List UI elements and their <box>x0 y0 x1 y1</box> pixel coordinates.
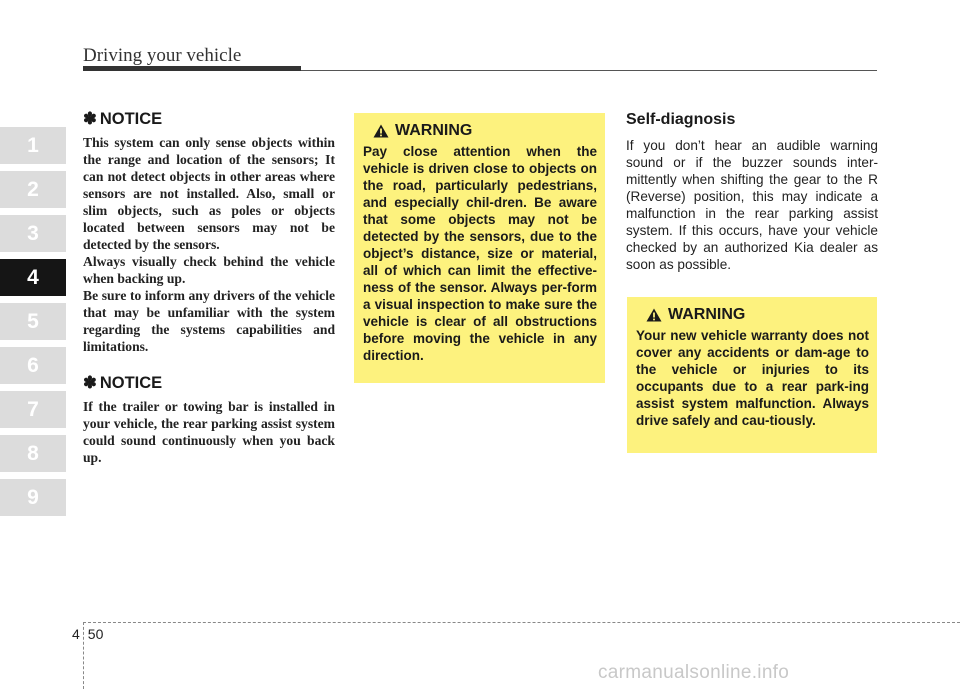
notice-heading-label: NOTICE <box>99 374 163 392</box>
section-title: Self-diagnosis <box>626 111 736 128</box>
notice-body <box>83 134 335 355</box>
warning-triangle-icon <box>646 308 662 322</box>
page-number-value: 50 <box>87 626 104 642</box>
notice-paragraph: Be sure to inform any drivers of the vehicle that may be unfamiliar with the system regarding the systems capabilities and limitations. <box>83 288 335 354</box>
notice-heading <box>83 109 335 129</box>
notice-paragraph: This system can only sense objects within the range and location of the sensors; It can not detect objects in other areas where sensors are not installed. Also, small or slim objects, such as poles or objects located between sensors may not be detected by the sensors. <box>83 135 335 252</box>
notice-star-icon: ✽ <box>83 374 97 392</box>
chapter-tab-4[interactable]: 4 <box>0 259 66 296</box>
notice-column <box>83 109 335 466</box>
warning-box-1 <box>354 113 605 383</box>
header-rule <box>301 70 877 71</box>
chapter-tab-7[interactable]: 7 <box>0 391 66 428</box>
notice-paragraph: If the trailer or towing bar is installed in your vehicle, the rear parking assist system could sound continuously when you back up. <box>83 399 335 465</box>
chapter-tab-9[interactable]: 9 <box>0 479 66 516</box>
chapter-tab-8[interactable]: 8 <box>0 435 66 472</box>
chapter-tab-3[interactable]: 3 <box>0 215 66 252</box>
page-number <box>72 626 103 642</box>
chapter-tab-1[interactable]: 1 <box>0 127 66 164</box>
warning-heading <box>636 306 869 324</box>
watermark: carmanualsonline.info <box>598 662 790 683</box>
chapter-number: 4 <box>72 626 80 642</box>
section-body: If you don’t hear an audible warning sound or if the buzzer sounds inter-mittently when shifting the gear to the R (Reverse) position, this may indicate a malfunction in the rear parking assist system. If this occurs, have your vehicle checked by an authorized Kia dealer as soon as possible. <box>626 138 878 272</box>
warning-text: Pay close attention when the vehicle is driven close to objects on the road, particularly pedestrians, and especially chil-dren. Be aware that some objects may not be detected by the sensors, due to the object’s distance, size or material, all of which can limit the effective-ness of the sensor. Always per-form a visual inspection to make sure the vehicle is clear of all obstructions before moving the vehicle in any direction. <box>363 144 597 363</box>
warning-box-2 <box>627 297 877 453</box>
notice-heading-label: NOTICE <box>99 110 163 128</box>
notice-star-icon: ✽ <box>83 110 97 128</box>
warning-heading <box>363 122 597 140</box>
header-bar <box>83 66 301 71</box>
warning-heading-label: WARNING <box>668 306 746 323</box>
header-title: Driving your vehicle <box>83 45 242 66</box>
warning-triangle-icon <box>373 124 389 138</box>
notice-paragraph: Always visually check behind the vehicle when backing up. <box>83 254 335 286</box>
self-diagnosis-section <box>626 111 878 273</box>
warning-heading-label: WARNING <box>395 122 473 139</box>
warning-text: Your new vehicle warranty does not cover any accidents or dam-age to the vehicle or injuries to its occupants due to a rear park-ing assist system malfunction. Always drive safely and cau-tiously. <box>636 328 869 428</box>
notice-body <box>83 398 335 466</box>
notice-block-1 <box>83 109 335 355</box>
chapter-tab-6[interactable]: 6 <box>0 347 66 384</box>
notice-heading <box>83 373 335 393</box>
footer-divider-horizontal <box>83 622 960 623</box>
notice-block-2 <box>83 373 335 466</box>
chapter-tab-2[interactable]: 2 <box>0 171 66 208</box>
chapter-tabs <box>0 127 66 523</box>
chapter-tab-5[interactable]: 5 <box>0 303 66 340</box>
